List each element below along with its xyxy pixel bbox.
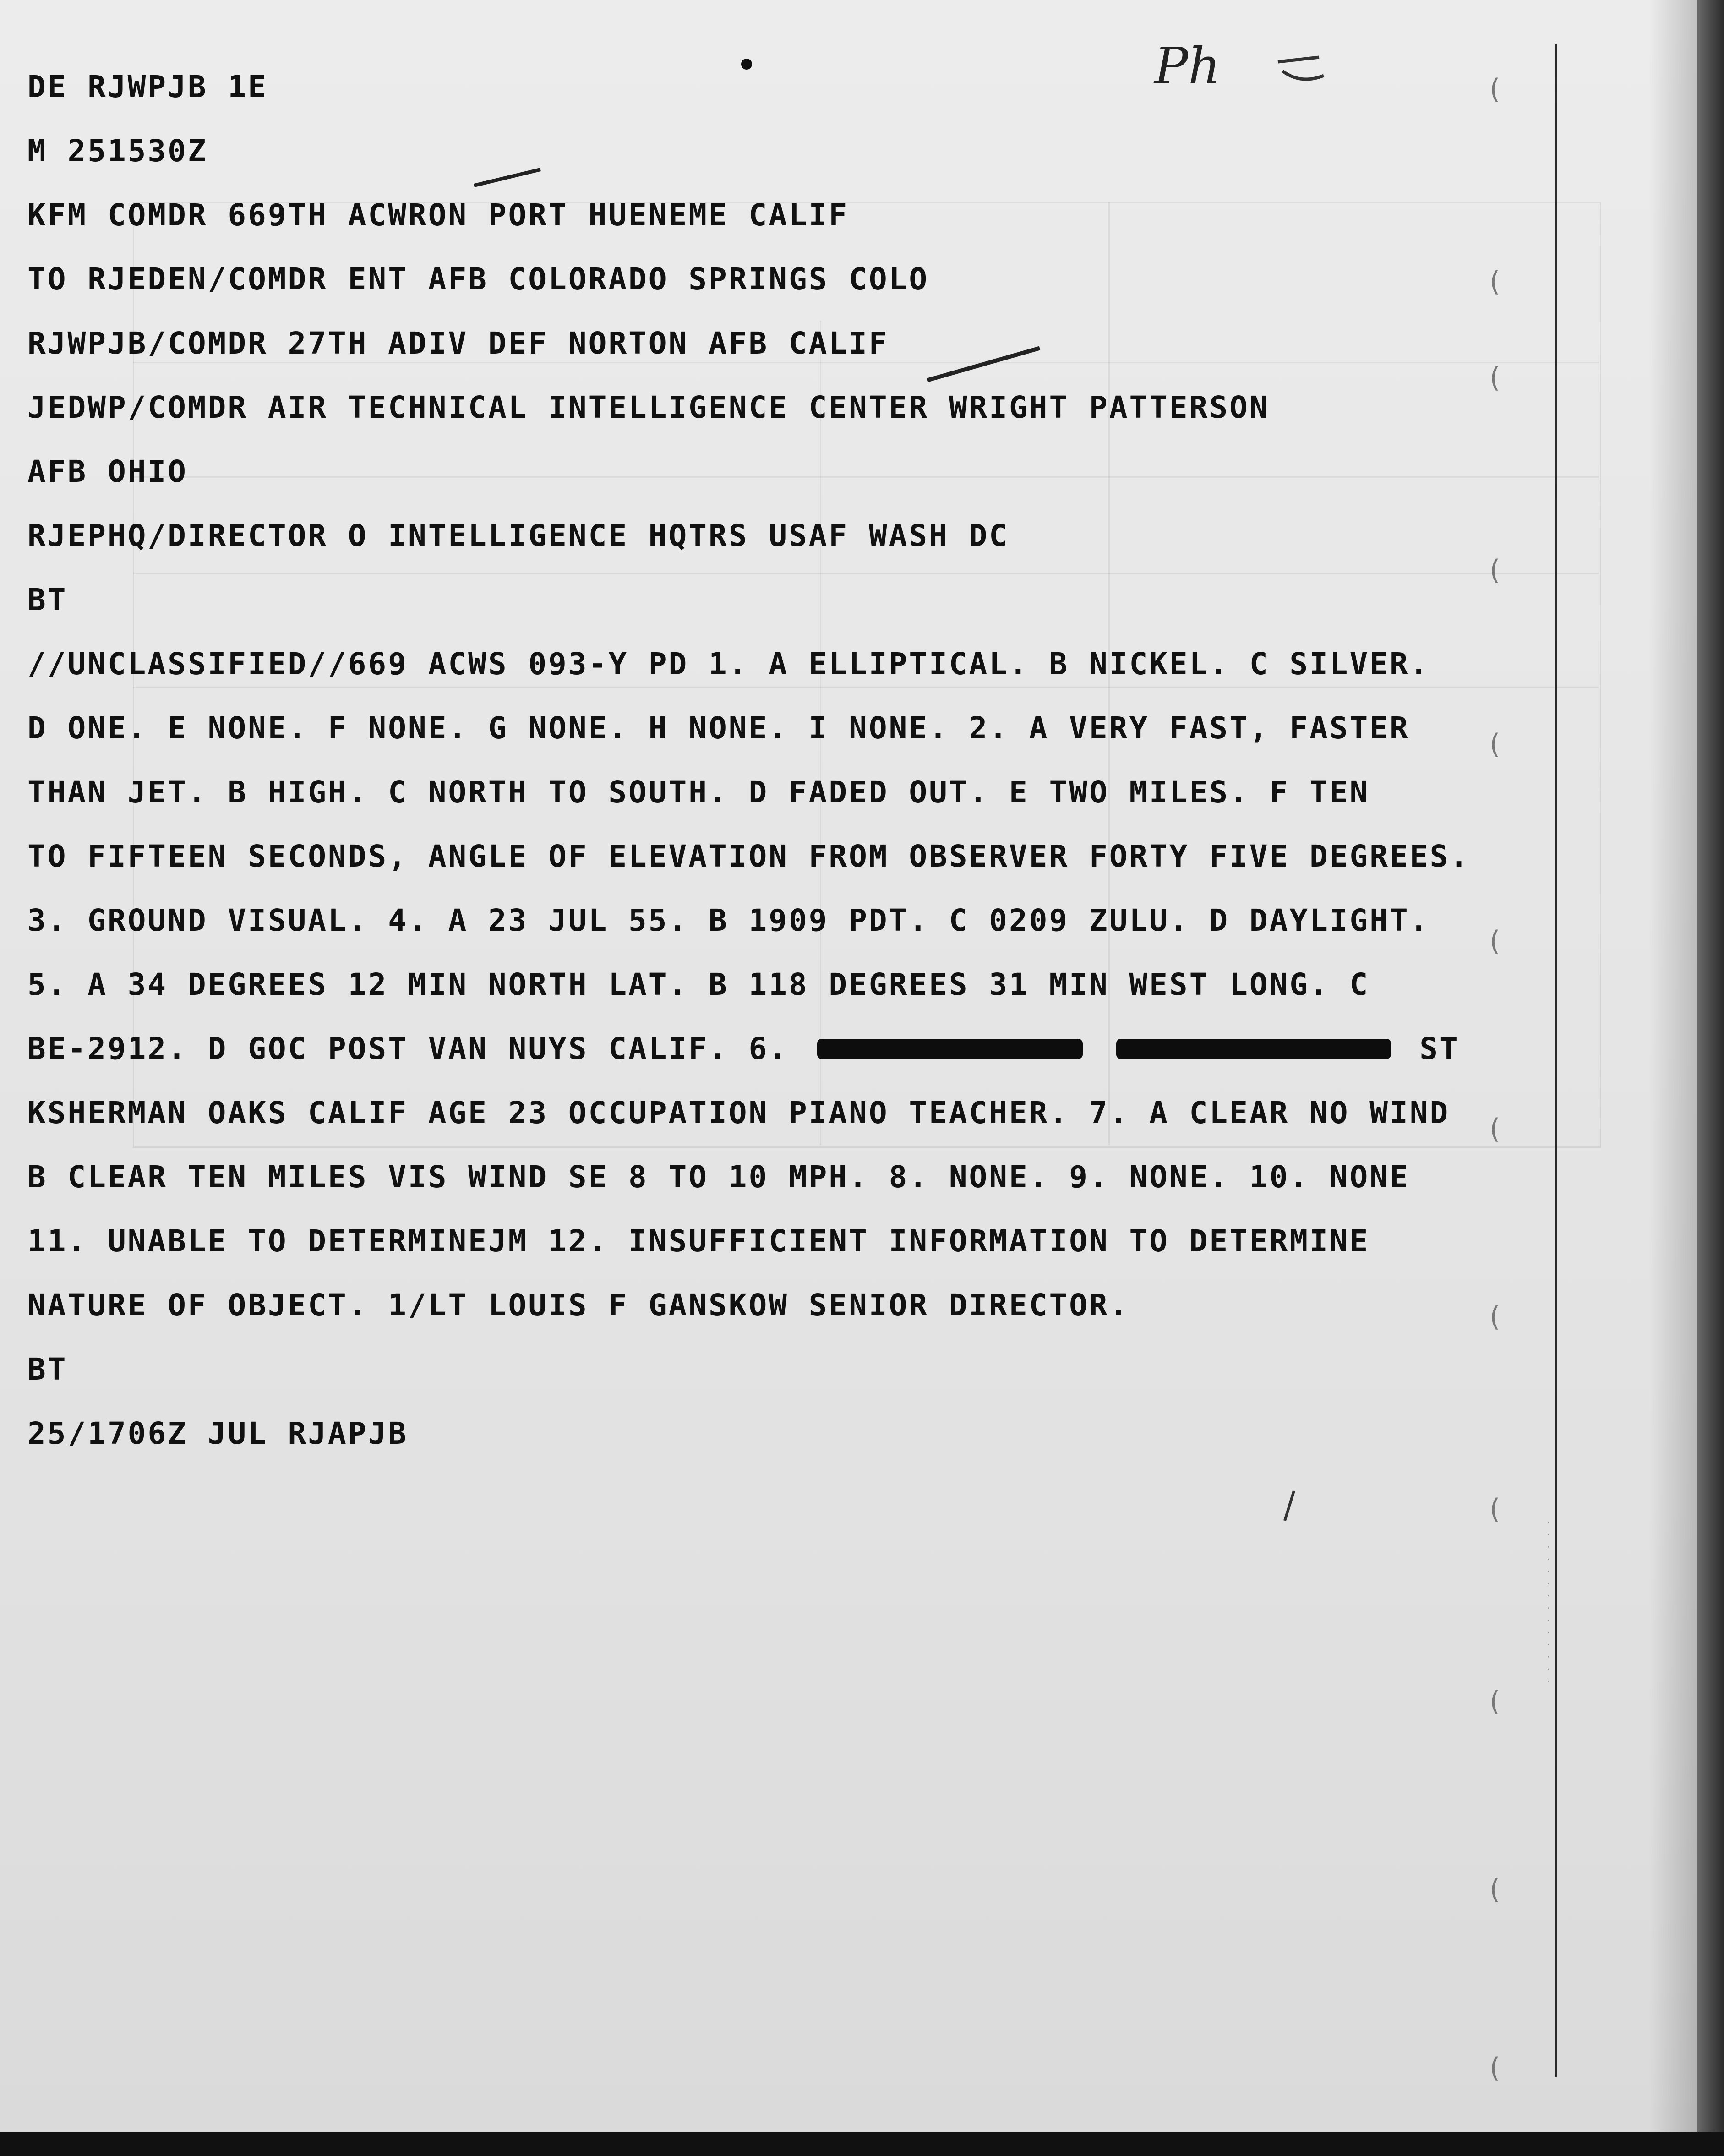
feed-hole-mark: ( [1489, 1301, 1500, 1333]
from-line: KFM COMDR 669TH ACWRON PORT HUENEME CALIF [27, 197, 849, 233]
body-line-redacted [27, 1026, 1460, 1072]
feed-hole-mark: ( [1489, 1686, 1500, 1718]
feed-hole-mark: ( [1489, 73, 1500, 105]
feed-hole-mark: ( [1489, 2052, 1500, 2084]
date-time-group: M 251530Z [27, 133, 208, 169]
body-line: 3. GROUND VISUAL. 4. A 23 JUL 55. B 1909 PDT. C 0209 ZULU. D DAYLIGHT. [27, 903, 1430, 938]
body-line: D ONE. E NONE. F NONE. G NONE. H NONE. I NONE. 2. A VERY FAST, FASTER [27, 710, 1410, 746]
feed-hole-mark: ( [1489, 1493, 1500, 1525]
handwritten-note: Ph [1154, 37, 1221, 95]
feed-hole-mark: ( [1489, 362, 1500, 394]
addressee-line: AFB OHIO [27, 454, 188, 489]
body-line: 5. A 34 DEGREES 12 MIN NORTH LAT. B 118 DEGREES 31 MIN WEST LONG. C [27, 967, 1370, 1002]
handwritten-initials [1273, 44, 1328, 94]
body-line: B CLEAR TEN MILES VIS WIND SE 8 TO 10 MPH. 8. NONE. 9. NONE. 10. NONE [27, 1159, 1410, 1195]
transmission-time: 25/1706Z JUL RJAPJB [27, 1416, 408, 1451]
body-line: THAN JET. B HIGH. C NORTH TO SOUTH. D FADED OUT. E TWO MILES. F TEN [27, 775, 1370, 810]
routing-header: DE RJWPJB 1E [27, 69, 268, 104]
redaction-bar [817, 1039, 1083, 1059]
printer-margin-imprint: · · · · · · · · · · · · · · [1543, 1521, 1555, 1686]
paper-edge-shadow [1649, 0, 1697, 2132]
addressee-line: RJWPJB/COMDR 27TH ADIV DEF NORTON AFB CALIF [27, 326, 889, 361]
addressee-line: RJEPHQ/DIRECTOR O INTELLIGENCE HQTRS USAF WASH DC [27, 518, 1009, 553]
pen-stroke [1280, 1489, 1298, 1525]
scanner-bottom-edge [0, 2132, 1724, 2156]
redacted-line-before: BE-2912. D GOC POST VAN NUYS CALIF. 6. [27, 1031, 789, 1066]
feed-hole-mark: ( [1489, 1873, 1500, 1905]
feed-hole-mark: ( [1489, 1113, 1500, 1145]
pen-tick-mark [925, 344, 1044, 389]
right-margin-rule [1555, 44, 1557, 2077]
redaction-bar [1116, 1039, 1391, 1059]
body-line: //UNCLASSIFIED//669 ACWS 093-Y PD 1. A ELLIPTICAL. B NICKEL. C SILVER. [27, 646, 1430, 682]
feed-hole-mark: ( [1489, 554, 1500, 586]
body-line: KSHERMAN OAKS CALIF AGE 23 OCCUPATION PIANO TEACHER. 7. A CLEAR NO WIND [27, 1095, 1450, 1130]
feed-hole-mark: ( [1489, 925, 1500, 957]
feed-hole-mark: ( [1489, 266, 1500, 298]
break-marker: BT [27, 1352, 68, 1387]
scanner-right-edge [1697, 0, 1724, 2156]
feed-hole-mark: ( [1489, 728, 1500, 760]
body-line: TO FIFTEEN SECONDS, ANGLE OF ELEVATION FROM OBSERVER FORTY FIVE DEGREES. [27, 839, 1470, 874]
break-marker: BT [27, 582, 68, 617]
redacted-line-after: ST [1419, 1031, 1460, 1066]
pen-tick-mark [472, 165, 545, 192]
signature-line: NATURE OF OBJECT. 1/LT LOUIS F GANSKOW SENIOR DIRECTOR. [27, 1288, 1129, 1323]
ink-dot [737, 55, 756, 73]
addressee-line: JEDWP/COMDR AIR TECHNICAL INTELLIGENCE CENTER WRIGHT PATTERSON [27, 390, 1270, 425]
body-line: 11. UNABLE TO DETERMINEJM 12. INSUFFICIENT INFORMATION TO DETERMINE [27, 1223, 1370, 1259]
to-line: TO RJEDEN/COMDR ENT AFB COLORADO SPRINGS COLO [27, 262, 929, 297]
